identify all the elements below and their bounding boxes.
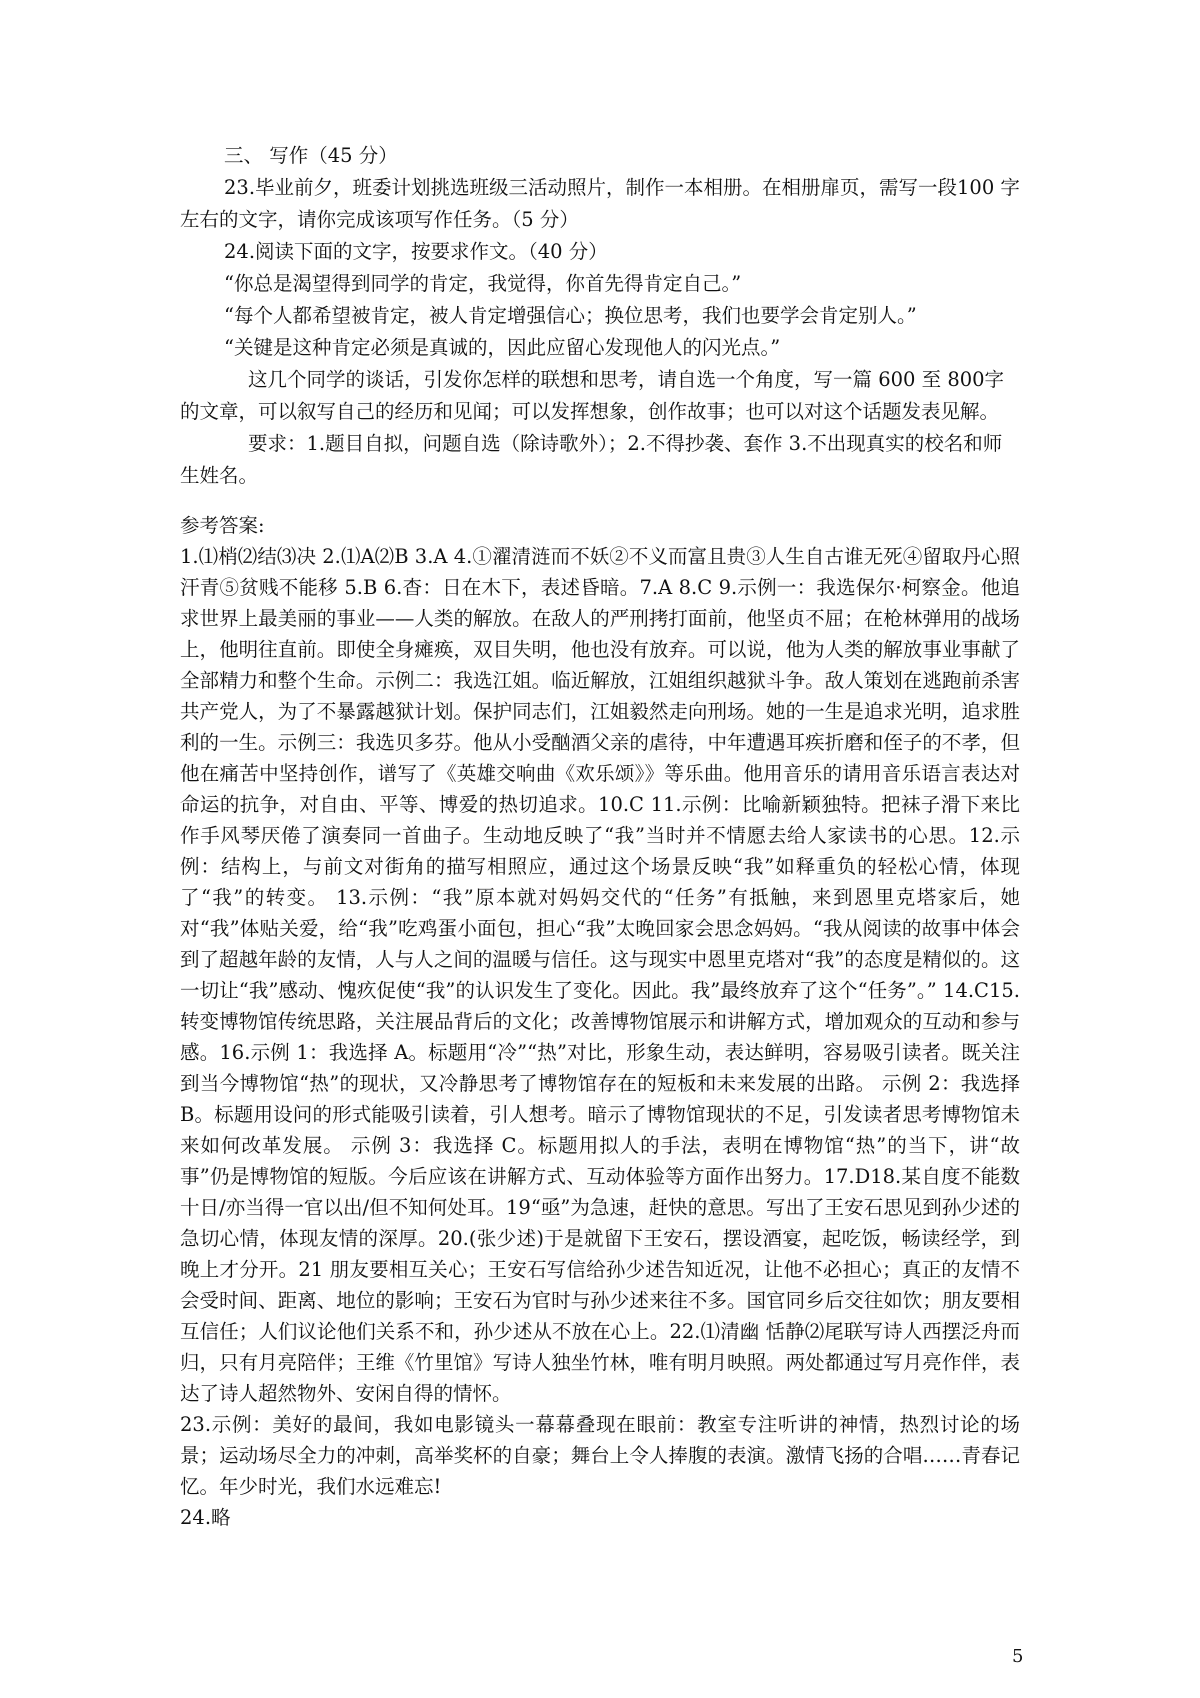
answer-24: 24.略 (180, 1506, 231, 1529)
page-number: 5 (1012, 1646, 1024, 1667)
answers-heading: 参考答案: (180, 514, 265, 537)
answer-section (180, 510, 1020, 1533)
section-heading: 三、 写作（45 分） (224, 144, 398, 167)
writing-prompt: 这几个同学的谈话，引发你怎样的联想和思考，请自选一个角度，写一篇 600 至 800字的文章，可以叙写自己的经历和见闻；可以发挥想象，创作故事；也可以对这个话题发表见解。 (180, 368, 1005, 423)
answers-body: 1.⑴梢⑵结⑶决 2.⑴A⑵B 3.A 4.①濯清涟而不妖②不义而富且贵③人生自古谁无死④留取丹心照汗青⑤贫贱不能移 5.B 6.杳：日在木下，表述昏暗。7.A 8.C 9.示例一：我选保尔·柯察金。他追求世界上最美丽的事业——人类的解放。在敌人的严刑拷打面前，他坚贞不屈；在枪林弹用的战场上，他明往直前。即使全身瘫痪，双目失明，他也没有放弃。可以说，他为人类的解放事业事献了全部精力和整个生命。示例二：我选江姐。临近解放，江姐组织越狱斗争。敌人策划在逃跑前杀害共产党人，为了不暴露越狱计划。保护同志们，江姐毅然走向刑场。她的一生是追求光明，追求胜利的一生。示例三：我选贝多芬。他从小受酗酒父亲的虐待，中年遭遇耳疾折磨和侄子的不孝，但他在痛苦中坚持创作，谱写了《英雄交响曲《欢乐颂》》等乐曲。他用音乐的请用音乐语言表达对命运的抗争，对自由、平等、博爱的热切追求。10.C 11.示例：比喻新颖独特。把袜子滑下来比作手风琴厌倦了演奏同一首曲子。生动地反映了“我”当时并不情愿去给人家读书的心思。12.示例：结构上，与前文对街角的描写相照应，通过这个场景反映“我”如释重负的轻松心情，体现了“我”的转变。 13.示例：“我”原本就对妈妈交代的“任务”有抵触，来到恩里克塔家后，她对“我”体贴关爱，给“我”吃鸡蛋小面包，担心“我”太晚回家会思念妈妈。“我从阅读的故事中体会到了超越年龄的友情，人与人之间的温暖与信任。这与现实中恩里克塔对“我”的态度是精似的。这一切让“我”感动、愧疚促使“我”的认识发生了变化。因此。我”最终放弃了这个“任务”。” 14.C15.转变博物馆传统思路，关注展品背后的文化；改善博物馆展示和讲解方式，增加观众的互动和参与感。16.示例 1：我选择 A。标题用“冷”“热”对比，形象生动，表达鲜明，容易吸引读者。既关注到当今博物馆“热”的现状，又冷静思考了博物馆存在的短板和未来发展的出路。 示例 2：我选择 B。标题用设问的形式能吸引读着，引人想考。暗示了博物馆现状的不足，引发读者思考博物馆未来如何改革发展。 示例 3：我选择 C。标题用拟人的手法，表明在博物馆“热”的当下，讲“故事”仍是博物馆的短版。今后应该在讲解方式、互动体验等方面作出努力。17.D18.某自度不能数十日/亦当得一官以出/但不知何处耳。19“亟”为急速，赶快的意思。写出了王安石思见到孙少述的急切心情，体现友情的深厚。20.(张少述)于是就留下王安石，摆设酒宴，起吃饭，畅读经学，到晚上才分开。21 朋友要相互关心；王安石写信给孙少述告知近况，让他不必担心；真正的友情不会受时间、距离、地位的影响；王安石为官时与孙少述来往不多。国官同乡后交往如饮；朋友要相互信任；人们议论他们关系不和，孙少述从不放在心上。22.⑴清幽 恬静⑵尾联写诗人西摆泛舟而归，只有月亮陪伴；王维《竹里馆》写诗人独坐竹林，唯有明月映照。两处都通过写月亮作伴，表达了诗人超然物外、安闲自得的情怀。 (180, 545, 1020, 1405)
question-24: 24.阅读下面的文字，按要求作文。（40 分） (224, 240, 608, 263)
quote-1: “你总是渴望得到同学的肯定，我觉得，你首先得肯定自己。” (224, 272, 742, 295)
quote-3: “关键是这种肯定必须是真诚的，因此应留心发现他人的闪光点。” (224, 336, 781, 359)
question-23: 23.毕业前夕，班委计划挑选班级三活动照片，制作一本相册。在相册扉页，需写一段100 字左右的文字，请你完成该项写作任务。（5 分） (180, 176, 1020, 231)
writing-section (180, 140, 1020, 492)
quote-2: “每个人都希望被肯定，被人肯定增强信心；换位思考，我们也要学会肯定别人。” (224, 304, 917, 327)
writing-requirement: 要求：1.题目自拟，问题自选（除诗歌外）；2.不得抄袭、套作 3.不出现真实的校名和师生姓名。 (180, 432, 1003, 487)
answer-23: 23.示例：美好的最间，我如电影镜头一幕幕叠现在眼前：教室专注听讲的神情，热烈讨论的场景；运动场尽全力的冲刺，高举奖杯的自豪；舞台上令人捧腹的表演。激情飞扬的合唱……青春记忆。年少时光，我们水远难忘! (180, 1413, 1020, 1498)
